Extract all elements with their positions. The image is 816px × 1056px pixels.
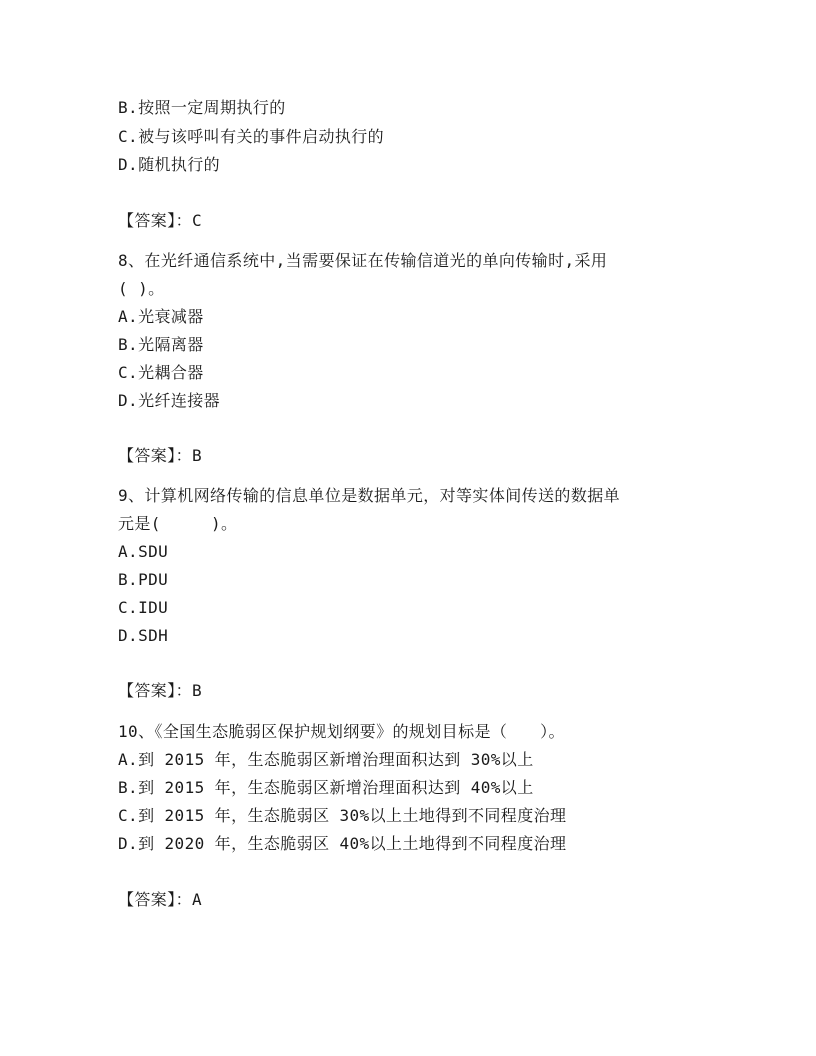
q7-option-b: B.按照一定周期执行的 <box>118 98 286 117</box>
q10-option-d: D.到 2020 年，生态脆弱区 40%以上土地得到不同程度治理 <box>118 834 567 853</box>
q7-answer: 【答案】：C <box>118 211 203 230</box>
q10-stem-line1: 10、《全国生态脆弱区保护规划纲要》的规划目标是（ ）。 <box>118 722 565 741</box>
q8-stem-line1: 8、在光纤通信系统中,当需要保证在传输信道光的单向传输时,采用 <box>118 251 608 270</box>
q8-stem-line2: ( )。 <box>118 279 165 298</box>
q9-option-c: C.IDU <box>118 598 169 617</box>
q7-option-d: D.随机执行的 <box>118 155 221 174</box>
q8-option-b: B.光隔离器 <box>118 335 204 354</box>
q9-stem-line2: 元是( )。 <box>118 514 238 533</box>
q9-option-a: A.SDU <box>118 542 169 561</box>
q10-option-b: B.到 2015 年，生态脆弱区新增治理面积达到 40%以上 <box>118 778 534 797</box>
q8-answer: 【答案】：B <box>118 446 203 465</box>
q10-option-a: A.到 2015 年，生态脆弱区新增治理面积达到 30%以上 <box>118 750 534 769</box>
q8-option-d: D.光纤连接器 <box>118 391 221 410</box>
q8-option-c: C.光耦合器 <box>118 363 204 382</box>
q9-option-b: B.PDU <box>118 570 169 589</box>
q7-option-c: C.被与该呼叫有关的事件启动执行的 <box>118 127 385 146</box>
q8-option-a: A.光衰减器 <box>118 307 204 326</box>
q9-option-d: D.SDH <box>118 626 169 645</box>
q10-option-c: C.到 2015 年，生态脆弱区 30%以上土地得到不同程度治理 <box>118 806 567 825</box>
q9-answer: 【答案】：B <box>118 681 203 700</box>
q9-stem-line1: 9、计算机网络传输的信息单位是数据单元，对等实体间传送的数据单 <box>118 486 621 505</box>
q10-answer: 【答案】：A <box>118 890 203 909</box>
